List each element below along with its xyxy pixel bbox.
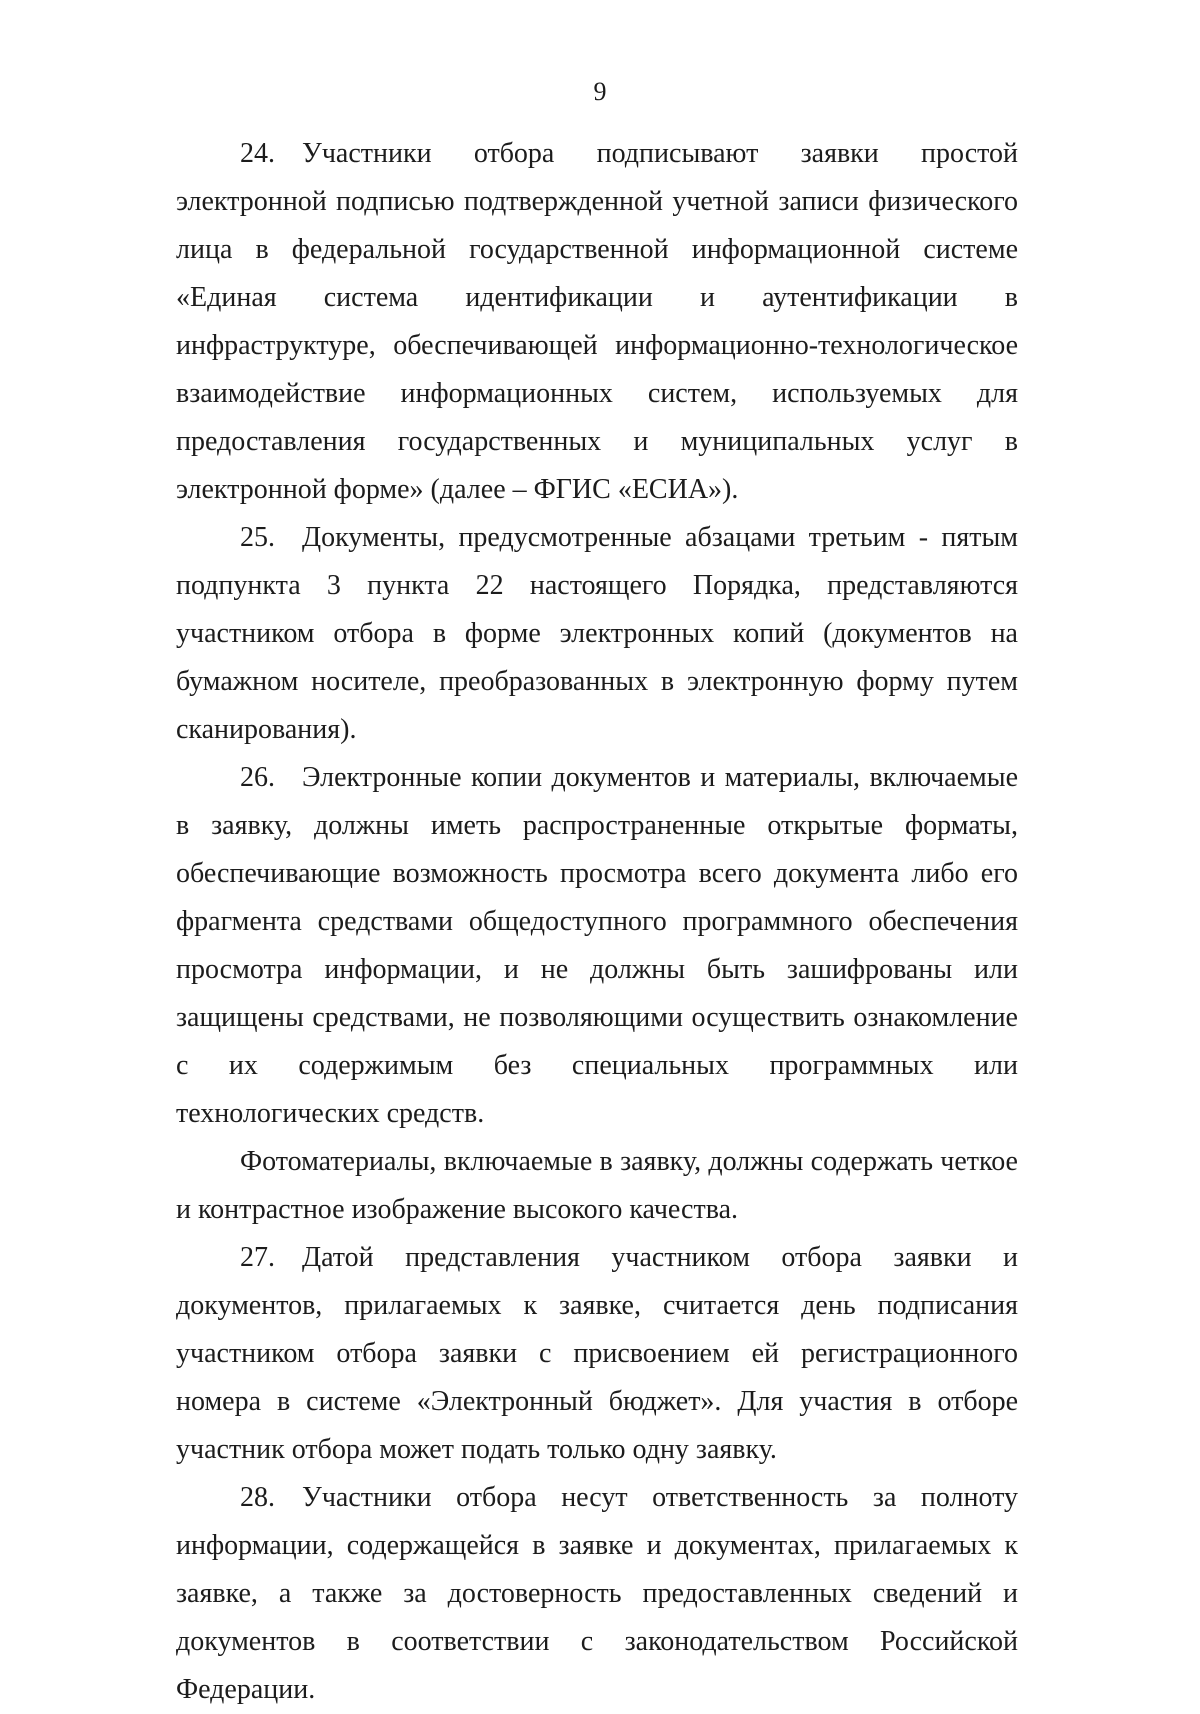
paragraph-28 <box>176 1474 1018 1714</box>
paragraph-text: Электронные копии документов и материалы, включаемые в заявку, должны иметь распространенные открытые форматы, обеспечивающие возможность просмотра всего документа либо его фрагмента средствами общедоступного программного обеспечения просмотра информации, и не должны быть зашифрованы или защищены средствами, не позволяющими осуществить ознакомление с их содержимым без специальных программных или технологических средств. <box>176 762 1018 1129</box>
paragraph-number: 27. <box>240 1242 275 1273</box>
paragraph-27 <box>176 1234 1018 1474</box>
paragraph-number: 28. <box>240 1482 275 1513</box>
paragraph-25 <box>176 514 1018 754</box>
paragraph-text: Датой представления участником отбора заявки и документов, прилагаемых к заявке, считается день подписания участником отбора заявки с присвоением ей регистрационного номера в системе «Электронный бюджет». Для участия в отборе участник отбора может подать только одну заявку. <box>176 1242 1018 1465</box>
paragraph-number: 24. <box>240 138 275 169</box>
paragraph-26 <box>176 754 1018 1138</box>
paragraph-number: 25. <box>240 522 275 553</box>
paragraph-text: Участники отбора несут ответственность за полноту информации, содержащейся в заявке и документах, прилагаемых к заявке, а также за достоверность предоставленных сведений и документов в соответствии с законодательством Российской Федерации. <box>176 1482 1018 1705</box>
paragraph-number: 26. <box>240 762 275 793</box>
paragraph-24 <box>176 130 1018 514</box>
paragraph-text: Участники отбора подписывают заявки простой электронной подписью подтвержденной учетной записи физического лица в федеральной государственной информационной системе «Единая система идентификации и аутентификации в инфраструктуре, обеспечивающей информационно-технологическое взаимодействие информационных систем, используемых для предоставления государственных и муниципальных услуг в электронной форме» (далее – ФГИС «ЕСИА»). <box>176 138 1018 505</box>
paragraph-photo-materials <box>176 1138 1018 1234</box>
paragraph-text: Документы, предусмотренные абзацами третьим - пятым подпункта 3 пункта 22 настоящего Порядка, представляются участником отбора в форме электронных копий (документов на бумажном носителе, преобразованных в электронную форму путем сканирования). <box>176 522 1018 745</box>
page-number: 9 <box>593 77 607 106</box>
document-body <box>176 130 1018 1714</box>
paragraph-text: Фотоматериалы, включаемые в заявку, должны содержать четкое и контрастное изображение высокого качества. <box>176 1146 1018 1225</box>
